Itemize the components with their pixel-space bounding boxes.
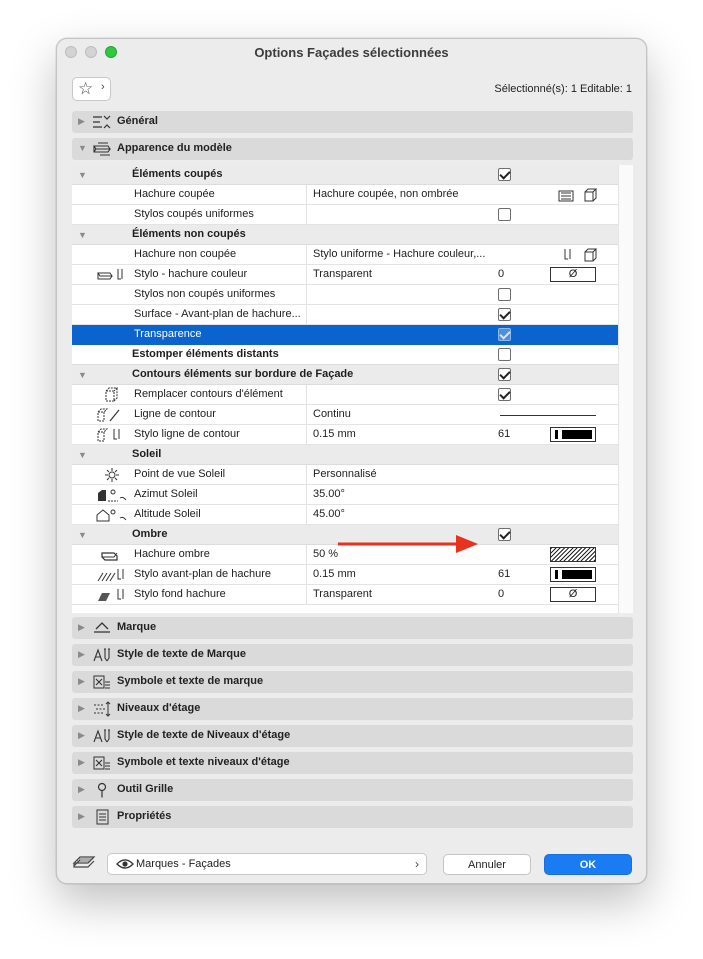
section-label: Apparence du modèle [117,142,232,154]
disclosure-down-icon[interactable]: ▼ [78,370,87,380]
pen-swatch[interactable] [550,427,596,442]
row-checkbox[interactable] [498,208,511,221]
row-label: Stylo - hachure couleur [134,268,248,280]
table-row[interactable] [72,285,618,305]
section-label: Symbole et texte niveaux d'étage [117,756,290,768]
pen-number[interactable]: 61 [498,428,511,440]
section-text-style-b4[interactable] [72,725,633,747]
section-label: Symbole et texte de marque [117,675,264,687]
grid-tool-icon [92,782,112,798]
row-label: Stylo ligne de contour [134,428,240,440]
line-type-preview[interactable] [500,415,596,416]
table-row[interactable] [72,185,618,205]
row-label: Remplacer contours d'élément [134,388,283,400]
table-row[interactable] [72,465,618,485]
row-label: Soleil [132,448,162,460]
disclosure-right-icon[interactable]: ▶ [78,676,85,686]
pen-and-box-icons[interactable] [557,247,601,263]
star-icon: ☆ [78,79,94,98]
symbol-text-icon [92,755,112,771]
pen-swatch[interactable]: Ø [550,267,596,282]
disclosure-down-icon[interactable]: ▼ [78,530,87,540]
row-value[interactable]: Personnalisé [313,468,377,480]
disclosure-right-icon[interactable]: ▶ [78,649,85,659]
row-label: Surface - Avant-plan de hachure... [134,308,301,320]
disclosure-down-icon[interactable]: ▼ [78,450,87,460]
row-icon [96,587,128,603]
row-value[interactable]: Transparent [313,588,372,600]
table-row[interactable] [72,405,618,425]
table-group-row[interactable] [72,345,618,365]
row-label: Hachure coupée [134,188,215,200]
title-bar [57,39,646,66]
properties-icon [92,809,112,825]
table-row[interactable] [72,585,618,605]
table-row[interactable] [72,325,618,345]
row-icon [96,547,128,563]
pen-swatch[interactable]: Ø [550,587,596,602]
table-group-row[interactable] [72,445,618,465]
row-checkbox[interactable] [498,348,511,361]
row-label: Éléments coupés [132,168,223,180]
section-label: Général [117,115,158,127]
table-group-row[interactable] [72,365,618,385]
section-label: Niveaux d'étage [117,702,201,714]
row-label: Éléments non coupés [132,228,246,240]
row-checkbox[interactable] [498,328,511,341]
row-value[interactable]: 45.00° [313,508,345,520]
layer-icon [71,851,97,873]
table-group-row[interactable] [72,225,618,245]
section-label: Style de texte de Niveaux d'étage [117,729,291,741]
row-value[interactable]: 0.15 mm [313,568,356,580]
row-icon [96,507,128,523]
section-model-appearance-t1[interactable] [72,138,633,160]
window-title: Options Façades sélectionnées [254,45,449,60]
row-icon [96,387,128,403]
pen-number[interactable]: 61 [498,568,511,580]
chevron-right-icon: › [101,81,105,93]
section-label: Outil Grille [117,783,174,795]
table-row[interactable] [72,265,618,285]
table-group-row[interactable] [72,165,618,185]
row-label: Hachure ombre [134,548,210,560]
table-row[interactable] [72,505,618,525]
row-checkbox[interactable] [498,288,511,301]
fill-and-box-icons[interactable] [557,187,601,203]
table-row[interactable] [72,425,618,445]
section-properties-b7[interactable] [72,806,633,828]
section-grid-tool-b6[interactable] [72,779,633,801]
section-story-levels-b3[interactable] [72,698,633,720]
ok-button[interactable]: OK [544,854,632,875]
text-style-icon [92,728,112,744]
row-label: Stylos coupés uniformes [134,208,254,220]
cancel-button[interactable]: Annuler [443,854,531,875]
hatch-swatch[interactable] [550,547,596,562]
disclosure-right-icon[interactable]: ▶ [78,622,85,632]
row-checkbox[interactable] [498,168,511,181]
row-label: Altitude Soleil [134,508,201,520]
table-row[interactable] [72,385,618,405]
disclosure-right-icon[interactable]: ▶ [78,757,85,767]
row-label: Hachure non coupée [134,248,237,260]
eye-icon [116,858,134,870]
row-label: Ligne de contour [134,408,216,420]
row-value[interactable]: 50 % [313,548,339,560]
selection-info: Sélectionné(s): 1 Editable: 1 [494,83,632,95]
table-row[interactable] [72,245,618,265]
general-icon [92,114,112,130]
marker-icon [92,620,112,636]
section-symbol-text-b2[interactable] [72,671,633,693]
layer-combo-value: Marques - Façades [136,858,231,870]
table-row[interactable] [72,485,618,505]
text-style-icon [92,647,112,663]
disclosure-down-icon[interactable]: ▼ [78,230,87,240]
disclosure-right-icon[interactable]: ▶ [78,811,85,821]
disclosure-right-icon[interactable]: ▶ [78,730,85,740]
row-icon [96,467,128,483]
row-icon [96,427,128,443]
row-icon [96,407,128,423]
model-appearance-icon [92,141,112,157]
row-label: Transparence [134,328,202,340]
disclosure-right-icon[interactable]: ▶ [78,784,85,794]
section-label: Style de texte de Marque [117,648,246,660]
section-label: Marque [117,621,157,633]
row-label: Point de vue Soleil [134,468,226,480]
disclosure-down-icon[interactable]: ▼ [78,170,87,180]
story-levels-icon [92,701,112,717]
row-icon [96,267,128,283]
chevron-right-icon: › [415,857,419,871]
row-label: Stylos non coupés uniformes [134,288,276,300]
row-checkbox[interactable] [498,388,511,401]
red-arrow-annotation [280,532,480,556]
row-value[interactable]: Stylo uniforme - Hachure couleur,... [313,248,486,260]
row-value[interactable]: Continu [313,408,351,420]
table-scrollbar[interactable] [618,165,633,613]
symbol-text-icon [92,674,112,690]
row-icon [96,487,128,503]
row-value[interactable]: Hachure coupée, non ombrée [313,188,459,200]
section-marker-b0[interactable] [72,617,633,639]
options-dialog [56,38,647,884]
pen-number[interactable]: 0 [498,268,505,280]
row-checkbox[interactable] [498,368,511,381]
disclosure-right-icon[interactable]: ▶ [78,703,85,713]
disclosure-right-icon[interactable]: ▶ [78,116,85,126]
section-general-t0[interactable] [72,111,633,133]
section-label: Propriétés [117,810,172,822]
row-value[interactable]: Transparent [313,268,372,280]
row-checkbox[interactable] [498,528,511,541]
table-row[interactable] [72,565,618,585]
row-label: Stylo avant-plan de hachure [134,568,271,580]
pen-swatch[interactable] [550,567,596,582]
row-label: Contours éléments sur bordure de Façade [132,368,354,380]
row-label: Ombre [132,528,168,540]
section-text-style-b1[interactable] [72,644,633,666]
row-label: Stylo fond hachure [134,588,226,600]
disclosure-down-icon[interactable]: ▼ [78,143,87,153]
favorites-button[interactable] [72,77,111,101]
layer-combo[interactable] [107,853,427,875]
section-symbol-text-b5[interactable] [72,752,633,774]
row-icon [96,567,128,583]
table-row[interactable] [72,305,618,325]
pen-number[interactable]: 0 [498,588,505,600]
row-label: Azimut Soleil [134,488,198,500]
row-value[interactable]: 0.15 mm [313,428,356,440]
row-value[interactable]: 35.00° [313,488,345,500]
row-label: Estomper éléments distants [132,348,279,360]
row-checkbox[interactable] [498,308,511,321]
table-row[interactable] [72,205,618,225]
